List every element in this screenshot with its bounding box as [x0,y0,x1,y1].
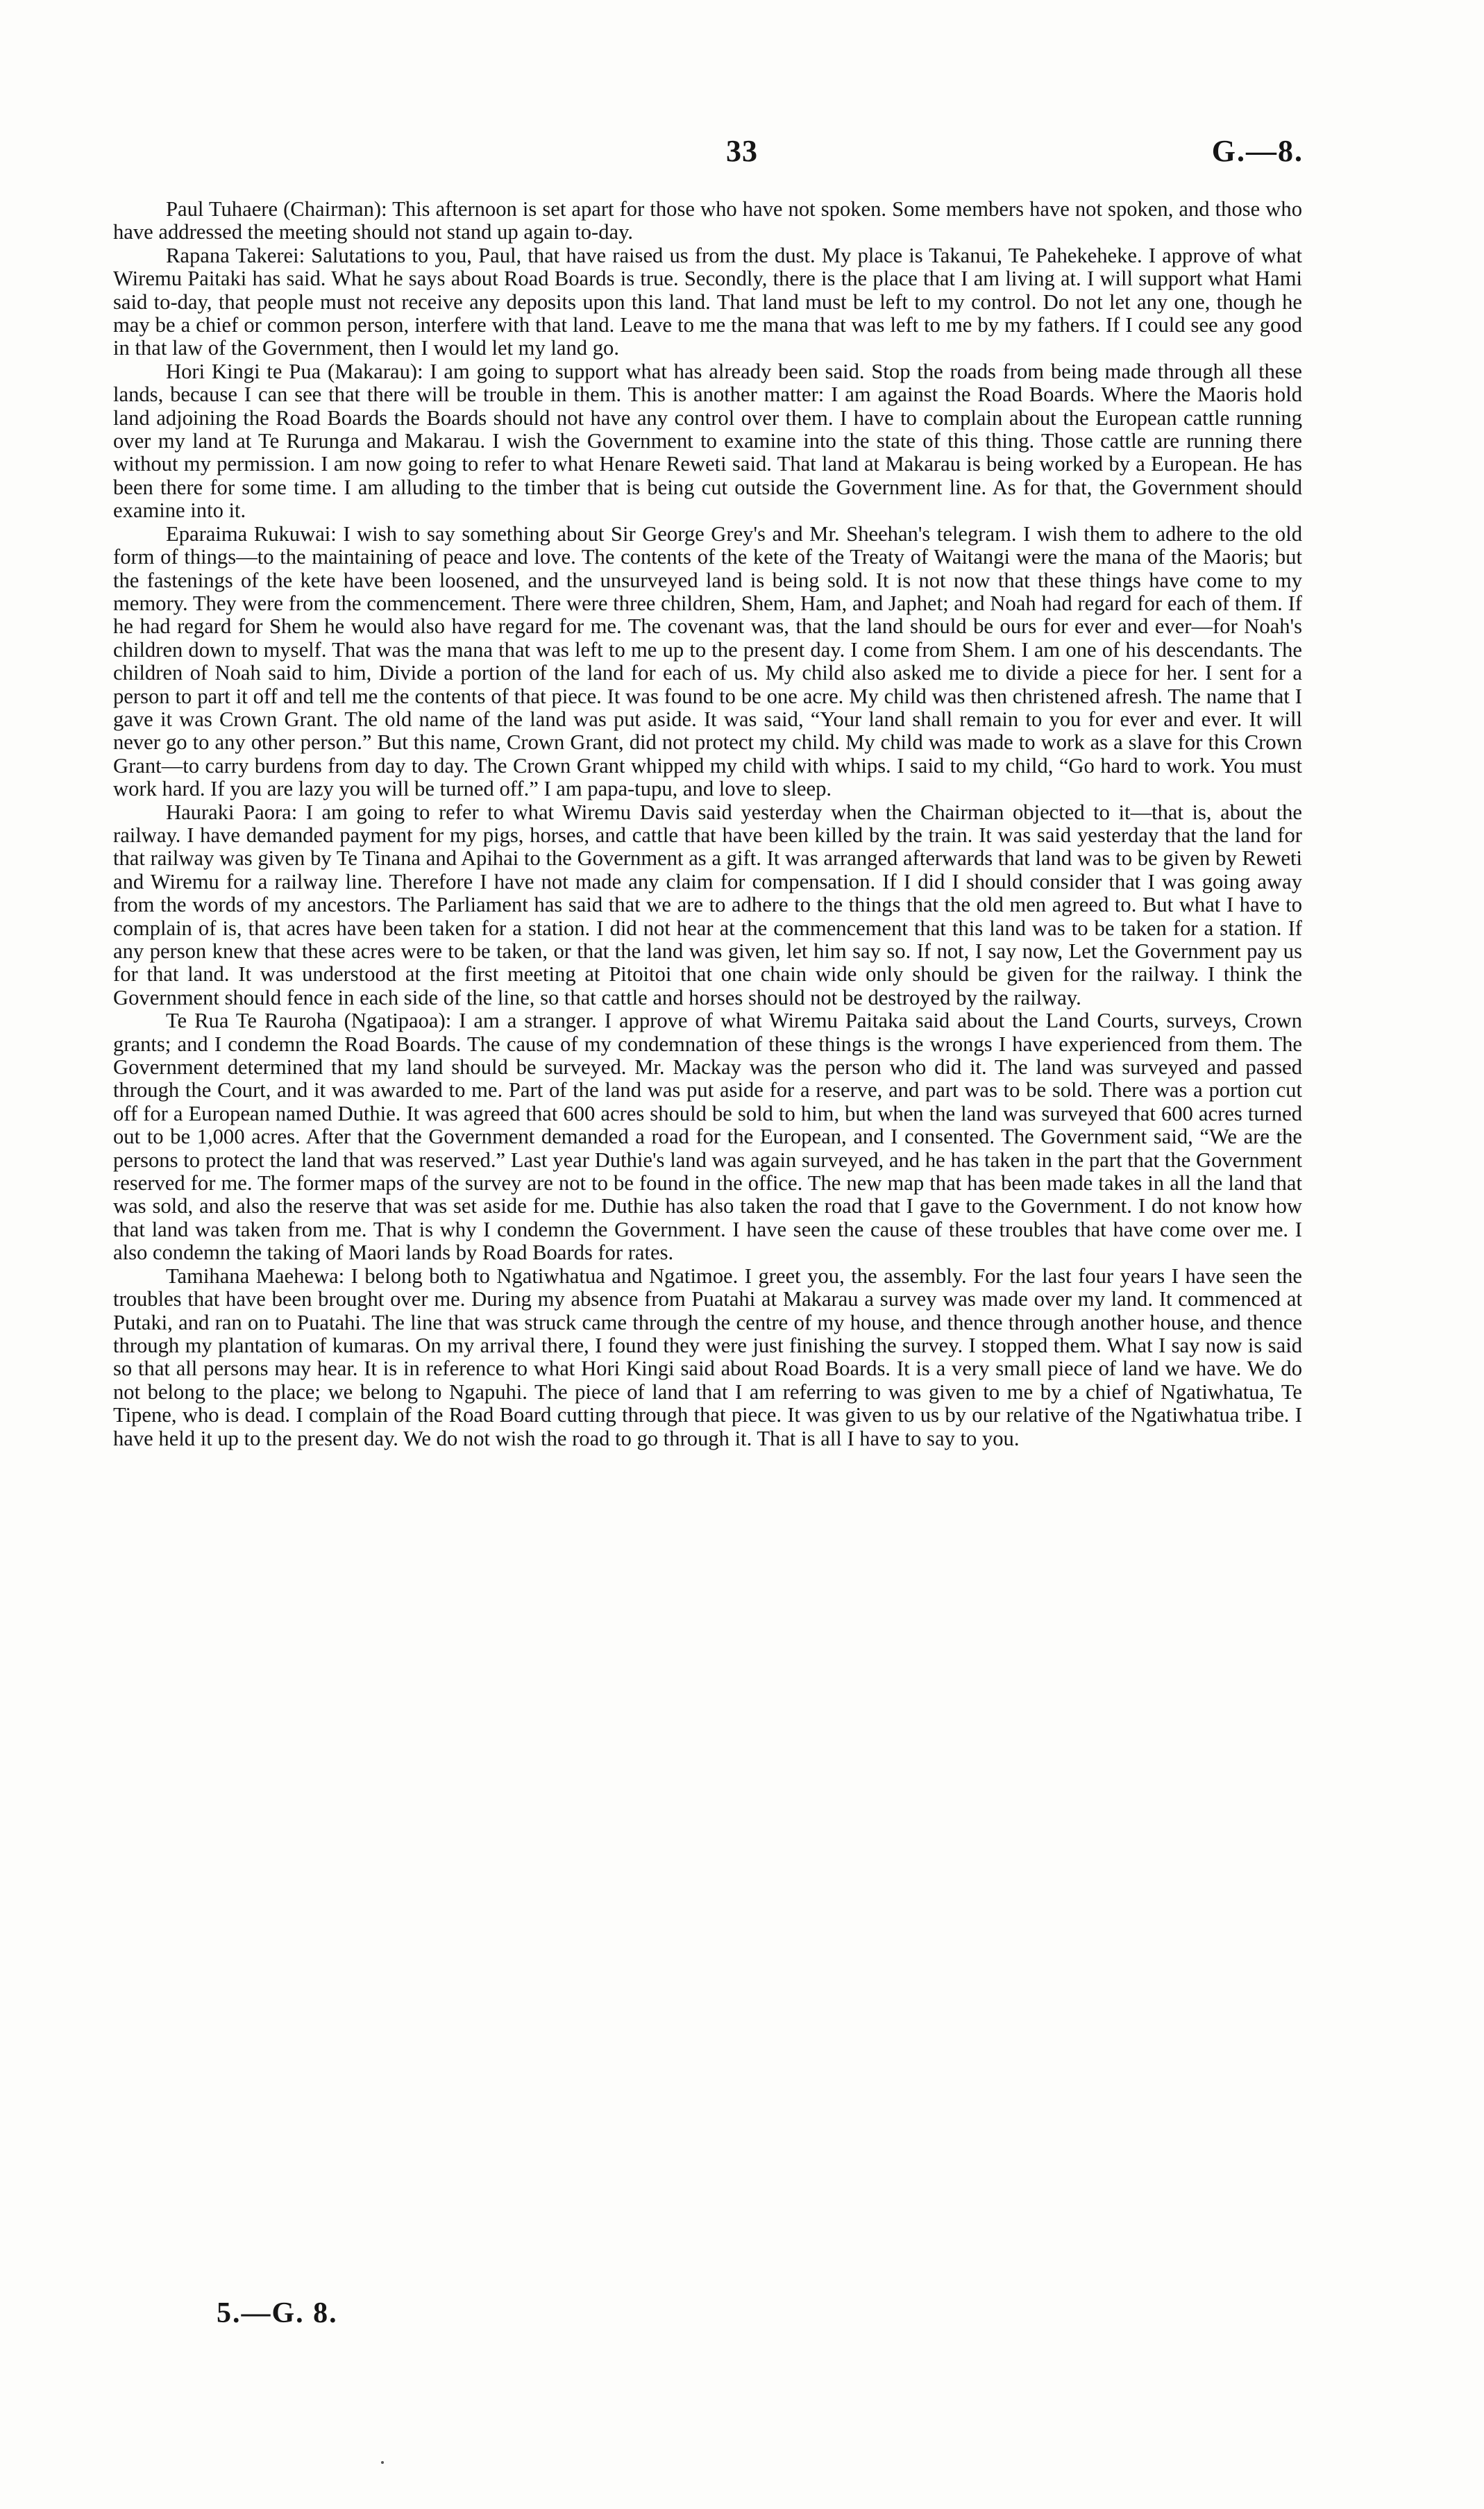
speech-text: I am a stranger. I approve of what Wiremu Paitaka said about the Land Courts, surveys, Crown grants; and I condemn the Road Boards. The cause of my condemnation of these things is the wrongs I have experienced from them. The Government determined that my land should be surveyed. Mr. Mackay was the person who did it. The land was surveyed and passed through the Court, and it was awarded to me. Part of the land was put aside for a reserve, and part was to be sold. There was a portion cut off for a European named Duthie. It was agreed that 600 acres should be sold to him, but when the land was surveyed that 600 acres turned out to be 1,000 acres. After that the Government demanded a road for the European, and I consented. The Government said, “We are the persons to protect the land that was reserved.” Last year Duthie's land was again surveyed, and he has taken in the part that the Government reserved for me. The former maps of the survey are not to be found in the office. The new map that has been made takes in all the land that was sold, and also the reserve that was set aside for me. Duthie has also taken the road that I gave to the Government. I do not know how that land was taken from me. That is why I condemn the Government. I have seen the cause of these troubles that have come over me. I also condemn the taking of Maori lands by Road Boards for rates. [113,1009,1302,1265]
printer-signature-mark: 5.—G. 8. [217,2297,338,2329]
speech-text: I wish to say something about Sir George Grey's and Mr. Sheehan's telegram. I wish them to adhere to the old form of things—to the maintaining of peace and love. The contents of the kete of the Treaty of Waitangi were the mana of the Maoris; but the fastenings of the kete have been loosened, and the unsurveyed land is being sold. It is not now that these things have come to my memory. They were from the commencement. There were three children, Shem, Ham, and Japhet; and Noah had regard for each of them. If he had regard for Shem he would also have regard for me. The covenant was, that the land should be ours for ever and ever—for Noah's children down to myself. That was the mana that was left to me up to the present day. I come from Shem. I am one of his descendants. The children of Noah said to him, Divide a portion of the land for each of us. My child also asked me to divide a piece for her. I sent for a person to part it off and tell me the contents of that piece. It was found to be one acre. My child was then christened afresh. The name that I gave it was Crown Grant. The old name of the land was put aside. It was said, “Your land shall remain to you for ever and ever. It will never go to any other person.” But this name, Crown Grant, did not protect my child. My child was made to work as a slave for this Crown Grant—to carry burdens from day to day. The Crown Grant whipped my child with whips. I said to my child, “Go hard to work. You must work hard. If you are lazy you will be turned off.” I am papa-tupu, and love to sleep. [113,521,1302,801]
speech-paragraph [113,801,1302,1010]
speech-text: I am going to refer to what Wiremu Davis said yesterday when the Chairman objected to it—that is, about the railway. I have demanded payment for my pigs, horses, and cattle that have been killed by the train. It was said yesterday that the land for that railway was given by Te Tinana and Apihai to the Government as a gift. It was arranged afterwards that land was to be given by Reweti and Wiremu for a railway line. Therefore I have not made any claim for compensation. If I did I should consider that I was going away from the words of my ancestors. The Parliament has said that we are to adhere to the things that the old men agreed to. But what I have to complain of is, that acres have been taken for a station. I did not hear at the commencement that this land was to be taken for a station. If any person knew that these acres were to be taken, or that the land was given, let him say so. If not, I say now, Let the Government pay us for that land. It was understood at the first meeting at Pitoitoi that one chain wide only should be given for the railway. I think the Government should fence in each side of the line, so that cattle and horses should not be destroyed by the railway. [113,800,1302,1009]
speaker-name: Hauraki Paora: [166,800,298,824]
speech-text: I am going to support what has already been said. Stop the roads from being made through all these lands, because I can see that there will be trouble in them. This is another matter: I am against the Road Boards. Where the Maoris hold land adjoining the Road Boards the Boards should not have any control over them. I have to complain about the European cattle running over my land at Te Rurunga and Makarau. I wish the Government to examine into the state of this thing. Those cattle are running there without my permission. I am now going to refer to what Henare Reweti said. That land at Makarau is being worked by a European. He has been there for some time. I am alluding to the timber that is being cut outside the Government line. As for that, the Government should examine into it. [113,359,1302,523]
speaker-name: Paul Tuhaere (Chairman): [166,197,387,221]
speaker-name: Tamihana Maehewa: [166,1264,345,1288]
page-number: 33 [726,134,758,168]
speech-paragraph [113,523,1302,801]
speech-paragraph [113,1009,1302,1264]
speaker-name: Eparaima Rukuwai: [166,521,337,546]
speaker-name: Te Rua Te Rauroha (Ngatipaoa): [166,1009,452,1033]
ink-speck [381,2461,384,2464]
body-text [113,198,1302,1450]
speech-paragraph [113,198,1302,244]
speech-paragraph [113,360,1302,523]
speech-paragraph [113,244,1302,360]
speaker-name: Rapana Takerei: [166,243,305,267]
speaker-name: Hori Kingi te Pua (Makarau): [166,359,423,383]
speech-text: I belong both to Ngatiwhatua and Ngatimoe. I greet you, the assembly. For the last four years I have seen the troubles that have been brought over me. During my absence from Puatahi at Makarau a survey was made over my land. It commenced at Putaki, and ran on to Puatahi. The line that was struck came through the centre of my house, and thence through another house, and thence through my plantation of kumaras. On my arrival there, I found they were just finishing the survey. I stopped them. What I say now is said so that all persons may hear. It is in reference to what Hori Kingi said about Road Boards. It is a very small piece of land we have. We do not belong to the place; we belong to Ngapuhi. The piece of land that I am referring to was given to me by a chief of Ngatiwhatua, Te Tipene, who is dead. I complain of the Road Board cutting through that piece. It was given to us by our relative of the Ngatiwhatua tribe. I have held it up to the present day. We do not wish the road to go through it. That is all I have to say to you. [113,1264,1302,1450]
speech-text: This afternoon is set apart for those who have not spoken. Some members have not spoken, and those who have addressed the meeting should not stand up again to-day. [113,197,1302,244]
speech-text: Salutations to you, Paul, that have raised us from the dust. My place is Takanui, Te Pahekeheke. I approve of what Wiremu Paitaki has said. What he says about Road Boards is true. Secondly, there is the place that I am living at. I will support what Hami said to-day, that people must not receive any deposits upon this land. That land must be left to my control. Do not let any one, though he may be a chief or common person, interfere with that land. Leave to me the mana that was left to me by my fathers. If I could see any good in that law of the Government, then I would let my land go. [113,243,1302,360]
document-reference: G.—8. [1211,134,1304,168]
speech-paragraph [113,1265,1302,1450]
